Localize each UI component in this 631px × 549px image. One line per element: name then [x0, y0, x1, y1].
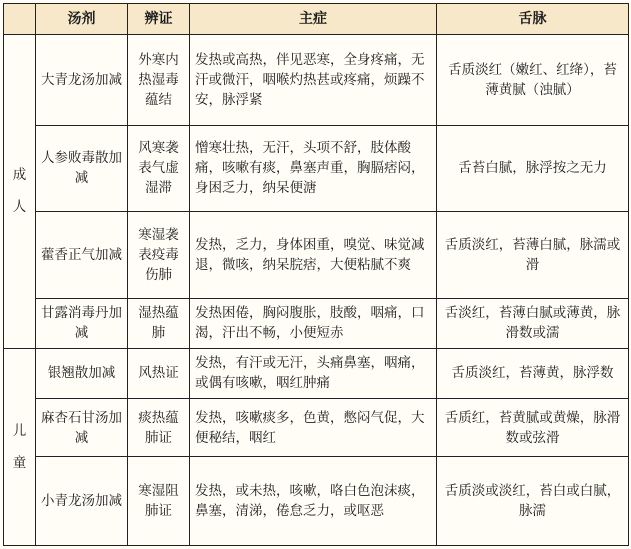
header-formula: 汤剂 — [36, 4, 128, 35]
symptom-cell: 发热或高热，伴见恶寒，全身疼痛，无汗或微汗，咽喉灼热甚或疼痛，烦躁不安，脉浮紧 — [190, 35, 437, 126]
header-symptoms: 主症 — [190, 4, 437, 35]
table-row — [4, 457, 629, 546]
symptom-cell: 发热，有汗或无汗，头痛鼻塞，咽痛，或偶有咳嗽，咽红肿痛 — [190, 348, 437, 398]
table-row — [4, 212, 629, 299]
formula-cell: 人参败毒散加减 — [36, 125, 128, 212]
symptom-cell: 发热，或未热，咳嗽，咯白色泡沫痰，鼻塞，清涕，倦怠乏力，或呕恶 — [190, 457, 437, 546]
symptom-cell: 发热困倦，胸闷腹胀，肢酸，咽痛，口渴，汗出不畅，小便短赤 — [190, 298, 437, 348]
tongue-pulse-cell: 舌质淡或淡红，苔白或白腻，脉濡 — [437, 457, 629, 546]
pattern-cell: 湿热蕴肺 — [128, 298, 190, 348]
table-row — [4, 399, 629, 457]
pattern-cell: 寒湿阻肺证 — [128, 457, 190, 546]
symptom-cell: 发热，乏力，身体困重，嗅觉、味觉减退，微咳，纳呆脘痞，大便粘腻不爽 — [190, 212, 437, 299]
tongue-pulse-cell: 舌质淡红，苔薄白腻，脉濡或滑 — [437, 212, 629, 299]
header-pattern: 辨证 — [128, 4, 190, 35]
tongue-pulse-cell: 舌质淡红，苔薄黄，脉浮数 — [437, 348, 629, 398]
formula-cell: 藿香正气加减 — [36, 212, 128, 299]
formula-cell: 小青龙汤加减 — [36, 457, 128, 546]
formula-cell: 麻杏石甘汤加减 — [36, 399, 128, 457]
pattern-cell: 痰热蕴肺证 — [128, 399, 190, 457]
pattern-cell: 外寒内热湿毒蕴结 — [128, 35, 190, 126]
table-row — [4, 348, 629, 398]
pattern-cell: 风热证 — [128, 348, 190, 398]
group-label-adult: 成人 — [4, 35, 36, 349]
pattern-cell: 风寒袭表气虚湿滞 — [128, 125, 190, 212]
tongue-pulse-cell: 舌苔白腻，脉浮按之无力 — [437, 125, 629, 212]
formula-cell: 大青龙汤加减 — [36, 35, 128, 126]
header-category — [4, 4, 36, 35]
formula-cell: 甘露消毒丹加减 — [36, 298, 128, 348]
tongue-pulse-cell: 舌质淡红（嫩红、红绛），苔薄黄腻（浊腻） — [437, 35, 629, 126]
treatment-table — [3, 3, 629, 546]
tongue-pulse-cell: 舌淡红，苔薄白腻或薄黄，脉滑数或濡 — [437, 298, 629, 348]
symptom-cell: 发热，咳嗽痰多，色黄，憋闷气促，大便秘结，咽红 — [190, 399, 437, 457]
table-row — [4, 298, 629, 348]
table-row — [4, 35, 629, 126]
table-row — [4, 125, 629, 212]
pattern-cell: 寒湿袭表疫毒伤肺 — [128, 212, 190, 299]
header-row — [4, 4, 629, 35]
header-tongue: 舌脉 — [437, 4, 629, 35]
symptom-cell: 憎寒壮热，无汗，头项不舒，肢体酸痛，咳嗽有痰，鼻塞声重，胸膈痞闷，身困乏力，纳呆便溏 — [190, 125, 437, 212]
formula-cell: 银翘散加减 — [36, 348, 128, 398]
group-label-child: 儿童 — [4, 348, 36, 545]
tongue-pulse-cell: 舌质红，苔黄腻或黄燥，脉滑数或弦滑 — [437, 399, 629, 457]
